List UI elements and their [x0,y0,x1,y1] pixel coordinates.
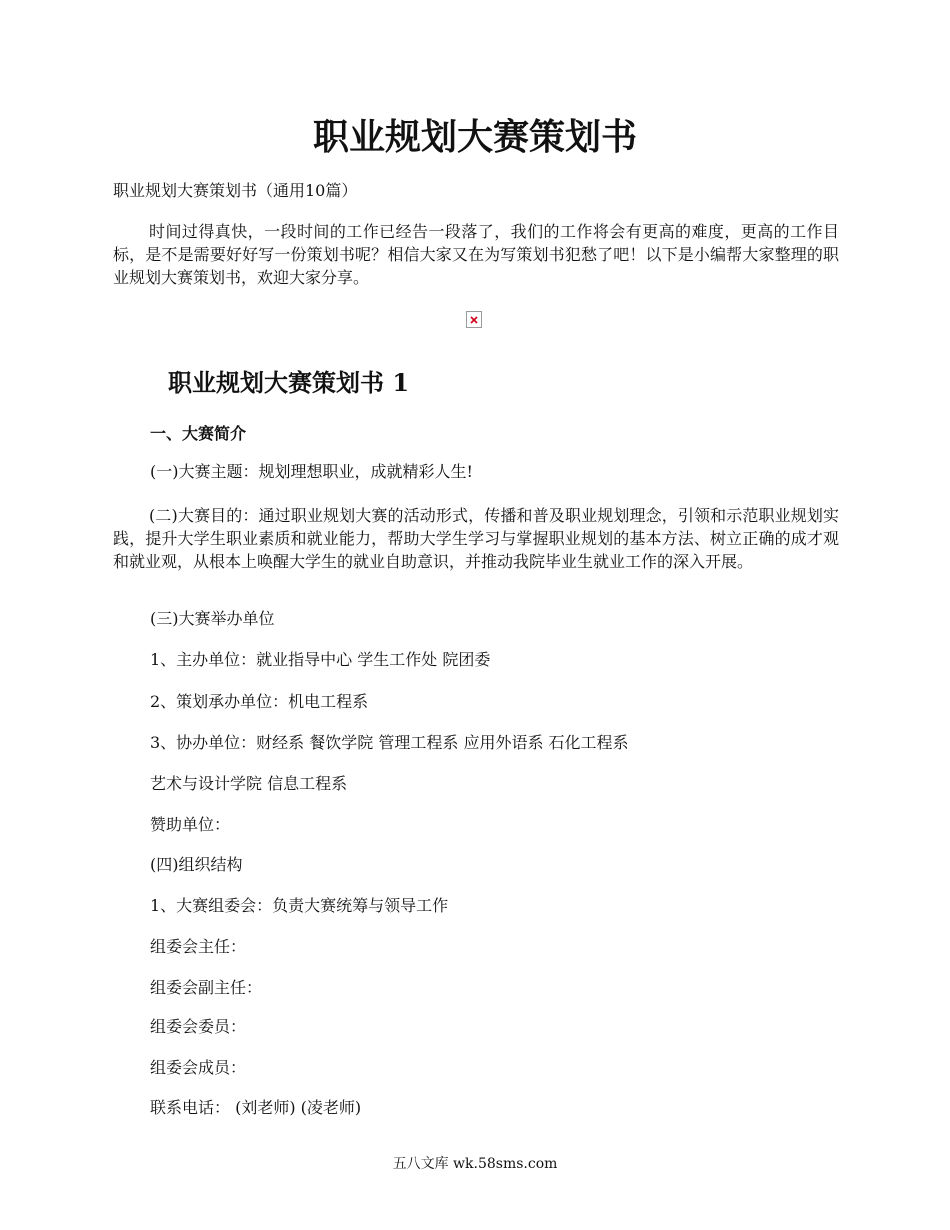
paragraph-committee-staff: 组委会成员： [150,1058,247,1077]
paragraph-coorganizers: 3、协办单位：财经系 餐饮学院 管理工程系 应用外语系 石化工程系 [150,733,629,752]
paragraph-sponsors: 赞助单位： [150,815,231,834]
paragraph-structure-heading: (四)组织结构 [150,855,243,874]
paragraph-host: 1、主办单位：就业指导中心 学生工作处 院团委 [150,650,491,669]
intro-paragraph: 时间过得真快，一段时间的工作已经告一段落了，我们的工作将会有更高的难度，更高的工作目标，是不是需要好好写一份策划书呢？相信大家又在为写策划书犯愁了吧！以下是小编帮大家整理的职业规划大赛策划书，欢迎大家分享。 [113,222,839,287]
paragraph-deputy-director: 组委会副主任： [150,978,263,997]
broken-image-icon [466,311,482,328]
paragraph-director: 组委会主任： [150,937,247,956]
page-footer: 五八文库 wk.58sms.com [392,1156,558,1172]
paragraph-contact: 联系电话： (刘老师) (凌老师) [150,1098,362,1117]
paragraph-coorganizers-cont: 艺术与设计学院 信息工程系 [150,774,348,793]
paragraph-planner: 2、策划承办单位：机电工程系 [150,692,369,711]
section-subheading: 一、大赛简介 [150,424,247,443]
document-title: 职业规划大赛策划书 [312,116,637,158]
section-heading: 职业规划大赛策划书 1 [168,368,410,397]
document-subtitle: 职业规划大赛策划书（通用10篇） [113,181,358,200]
paragraph-committee-members: 组委会委员： [150,1017,247,1036]
paragraph-purpose: (二)大赛目的：通过职业规划大赛的活动形式，传播和普及职业规划理念，引领和示范职业规划实践，提升大学生职业素质和就业能力，帮助大学生学习与掌握职业规划的基本方法、树立正确的成才观和就业观，从根本上唤醒大学生的就业自助意识，并推动我院毕业生就业工作的深入开展。 [113,506,839,571]
paragraph-organizers-heading: (三)大赛举办单位 [150,609,275,628]
paragraph-theme: (一)大赛主题：规划理想职业，成就精彩人生! [150,462,473,481]
paragraph-committee: 1、大赛组委会：负责大赛统筹与领导工作 [150,896,449,915]
